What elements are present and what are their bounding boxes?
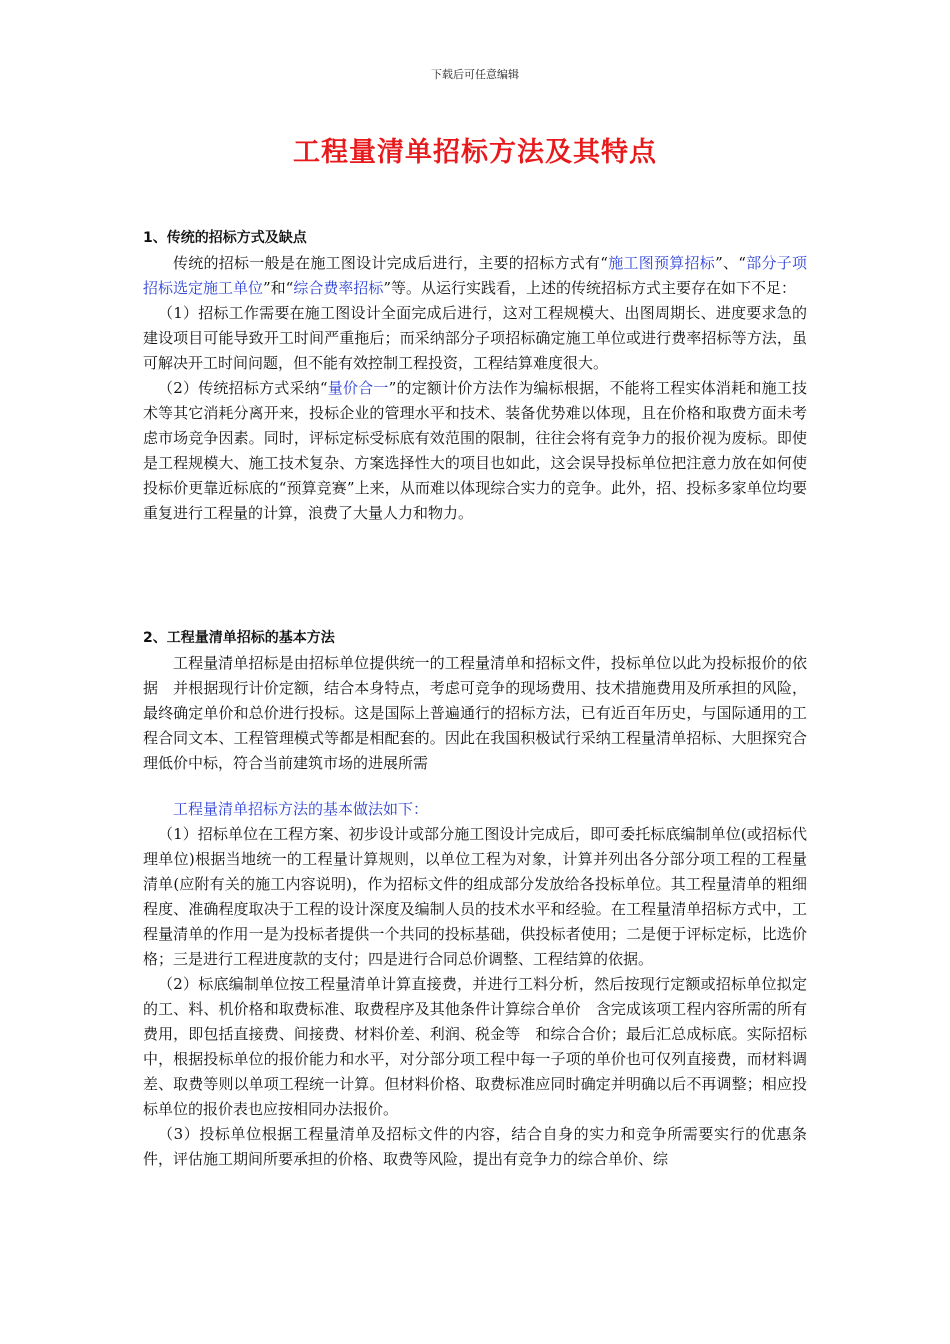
section-2-heading: 2、工程量清单招标的基本方法	[143, 630, 335, 646]
section-1-point-1: （1）招标工作需要在施工图设计全面完成后进行，这对工程规模大、出图周期长、进度要求急的建设项目可能导致开工时间严重拖后；而采纳部分子项招标确定施工单位或进行费率招标等方法，虽可解决开工时间问题，但不能有效控制工程投资，工程结算难度很大。	[143, 304, 807, 372]
procedure-step-1: （1）招标单位在工程方案、初步设计或部分施工图设计完成后，即可委托标底编制单位(或招标代理单位)根据当地统一的工程量计算规则，以单位工程为对象，计算并列出各分部分项工程的工程量清单(应附有关的施工内容说明)，作为招标文件的组成部分发放给各投标单位。其工程量清单的粗细程度、准确程度取决于工程的设计深度及编制人员的技术水平和经验。在工程量清单招标方式中，工程量清单的作用一是为投标者提供一个共同的投标基础，供投标者使用；二是便于评标定标，比选价格；三是进行工程进度款的支付；四是进行合同总价调整、工程结算的依据。	[143, 825, 807, 968]
page-header: 下载后可任意编辑	[431, 68, 519, 81]
link-construction-budget[interactable]: 施工图预算招标	[607, 254, 716, 272]
procedure-step-2: （2）标底编制单位按工程量清单计算直接费，并进行工料分析，然后按现行定额或招标单位拟定的工、料、机价格和取费标准、取费程序及其他条件计算综合单价 含完成该项工程内容所需的所有费用，即包括直接费、间接费、材料价差、利润、税金等 和综合合价；最后汇总成标底。实际招标中，根据投标单位的报价能力和水平，对分部分项工程中每一子项的单价也可仅列直接费，而材料调差、取费等则以单项工程统一计算。但材料价格、取费标准应同时确定并明确以后不再调整；相应投标单位的报价表也应按相同办法报价。	[143, 975, 807, 1118]
document-title: 工程量清单招标方法及其特点	[293, 137, 657, 168]
section-2-subheading: 工程量清单招标方法的基本做法如下：	[173, 800, 429, 818]
section-1	[143, 226, 807, 526]
link-rate-bidding[interactable]: 综合费率招标	[293, 279, 384, 297]
procedure-step-3: （3）投标单位根据工程量清单及招标文件的内容，结合自身的实力和竞争所需要实行的优惠条件，评估施工期间所要承担的价格、取费等风险，提出有竞争力的综合单价、综	[143, 1125, 807, 1168]
section-2-intro: 工程量清单招标是由招标单位提供统一的工程量清单和招标文件，投标单位以此为投标报价的依据 并根据现行计价定额，结合本身特点，考虑可竞争的现场费用、技术措施费用及所承担的风险，最终确定单价和总价进行投标。这是国际上普遍通行的招标方法，已有近百年历史，与国际通用的工程合同文本、工程管理模式等都是相配套的。因此在我国积极试行采纳工程量清单招标、大胆探究合理低价中标，符合当前建筑市场的进展所需	[143, 654, 807, 772]
link-quantity-price[interactable]: 量价合一	[327, 379, 389, 397]
section-2	[143, 626, 807, 776]
section-2-procedure	[143, 797, 807, 1172]
section-1-heading: 1、传统的招标方式及缺点	[143, 230, 307, 246]
link-subitem-bidding[interactable]: 部分子项招标选定施工单位	[143, 254, 807, 297]
section-1-intro: 传统的招标一般是在施工图设计完成后进行，主要的招标方式有“施工图预算招标”、“部分子项招标选定施工单位”和“综合费率招标”等。从运行实践看，上述的传统招标方式主要存在如下不足：	[143, 254, 807, 297]
section-1-point-2: （2）传统招标方式采纳“量价合一”的定额计价方法作为编标根据，不能将工程实体消耗和施工技术等其它消耗分离开来，投标企业的管理水平和技术、装备优势难以体现，且在价格和取费方面未考虑市场竞争因素。同时，评标定标受标底有效范围的限制，往往会将有竞争力的报价视为废标。即使是工程规模大、施工技术复杂、方案选择性大的项目也如此，这会误导投标单位把注意力放在如何使投标价更靠近标底的“预算竞赛”上来，从而难以体现综合实力的竞争。此外，招、投标多家单位均要重复进行工程量的计算，浪费了大量人力和物力。	[143, 379, 807, 522]
